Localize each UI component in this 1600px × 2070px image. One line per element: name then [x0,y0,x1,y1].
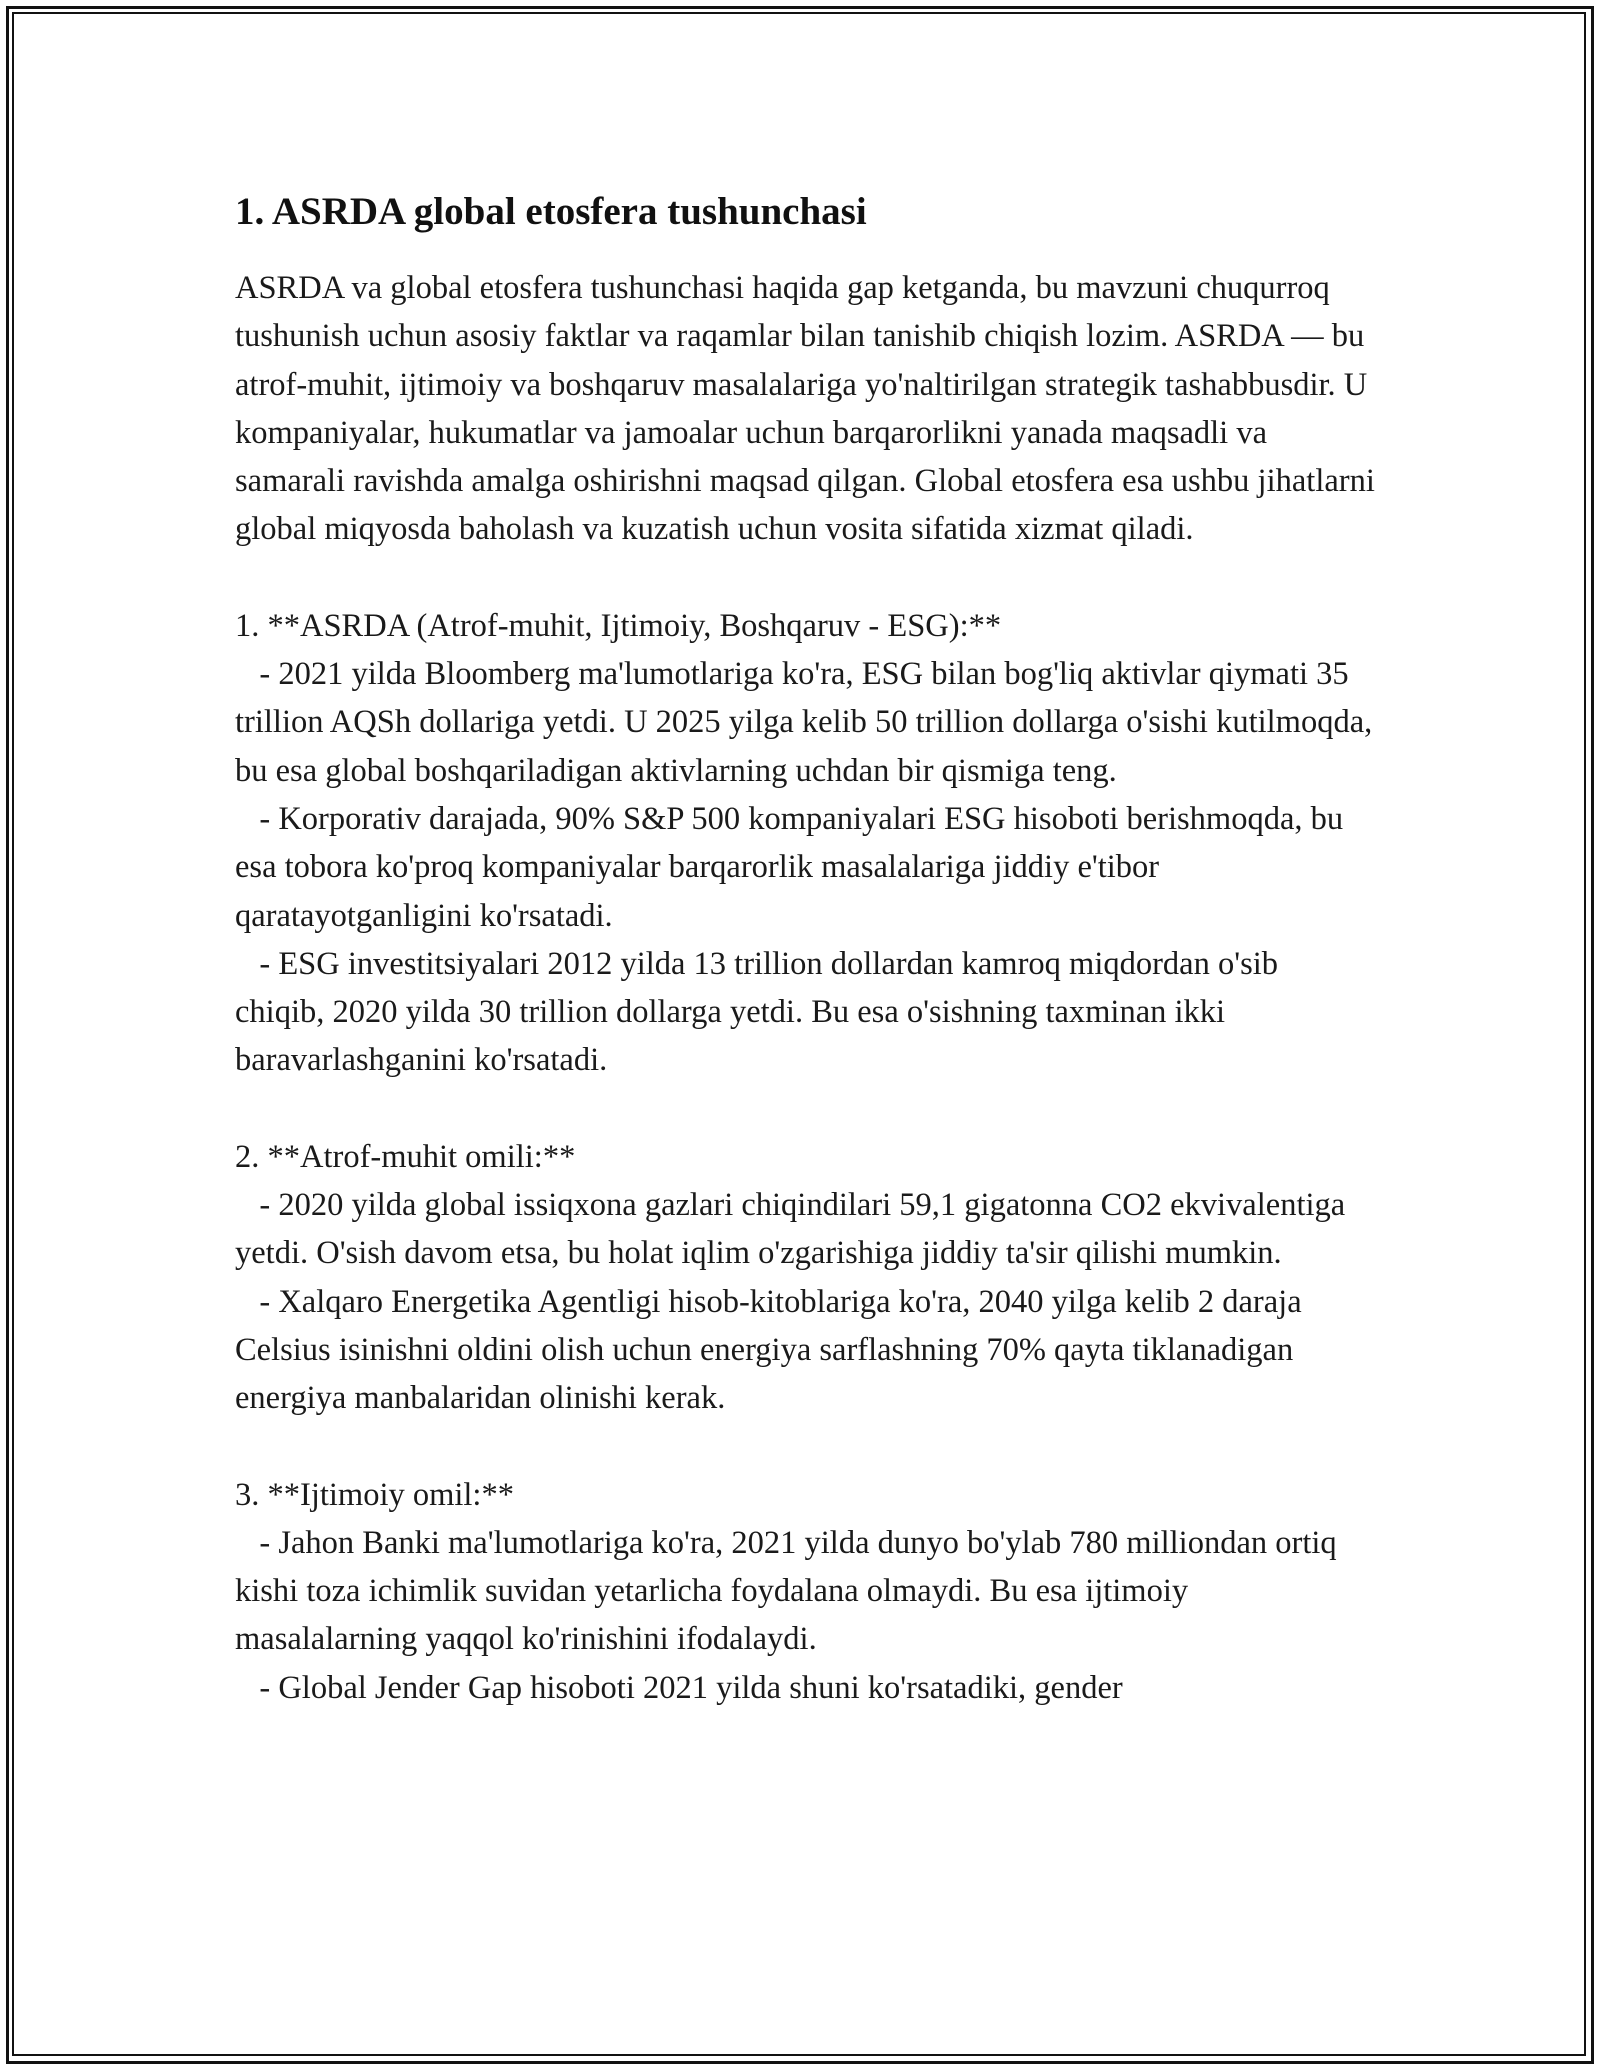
spacer [235,554,1375,602]
list-item: - Jahon Banki ma'lumotlariga ko'ra, 2021 yilda dunyo bo'ylab 780 milliondan ortiq kishi toza ichimlik suvidan yetarlicha foydalana olmaydi. Bu esa ijtimoiy masalalarning yaqqol ko'rinishini ifodalaydi. [235,1524,1345,1658]
section-title: 1. **ASRDA (Atrof-muhit, Ijtimoiy, Boshqaruv - ESG):** [235,607,1002,644]
section-heading: 1. ASRDA global etosfera tushunchasi [235,190,867,233]
spacer [235,1085,1375,1133]
section-social [235,1471,1375,1712]
spacer [235,1423,1375,1471]
list-item: - Global Jender Gap hisoboti 2021 yilda shuni ko'rsatadiki, gender [235,1669,1123,1706]
section-title: 3. **Ijtimoiy omil:** [235,1476,514,1513]
list-item: - 2021 yilda Bloomberg ma'lumotlariga ko'ra, ESG bilan bog'liq aktivlar qiymati 35 trillion AQSh dollariga yetdi. U 2025 yilga kelib 50 trillion dollarga o'sishi kutilmoqda, bu esa global boshqariladigan aktivlarning uchdan bir qismiga teng. [235,656,1381,789]
list-item: - ESG investitsiyalari 2012 yilda 13 trillion dollardan kamroq miqdordan o'sib chiqib, 2020 yilda 30 trillion dollarga yetdi. Bu esa o'sishning taxminan ikki baravarlashganini ko'rsatadi. [235,945,1287,1079]
document-body [235,188,1384,1712]
section-title: 2. **Atrof-muhit omili:** [235,1138,576,1175]
section-environment [235,1133,1375,1423]
list-item: - Korporativ darajada, 90% S&P 500 kompaniyalari ESG hisoboti berishmoqda, bu esa tobora ko'proq kompaniyalar barqarorlik masalalariga jiddiy e'tibor qaratayotganligini ko'rsatadi. [235,800,1352,934]
section-esg [235,602,1381,1085]
intro-paragraph: ASRDA va global etosfera tushunchasi haqida gap ketganda, bu mavzuni chuqurroq tushunish uchun asosiy faktlar va raqamlar bilan tanishib chiqish lozim. ASRDA — bu atrof-muhit, ijtimoiy va boshqaruv masalalariga yo'naltirilgan strategik tashabbusdir. U kompaniyalar, hukumatlar va jamoalar uchun barqarorlikni yanada maqsadli va samarali ravishda amalga oshirishni maqsad qilgan. Global etosfera esa ushbu jihatlarni global miqyosda baholash va kuzatish uchun vosita sifatida xizmat qiladi. [235,270,1384,548]
list-item: - Xalqaro Energetika Agentligi hisob-kitoblariga ko'ra, 2040 yilga kelib 2 daraja Celsius isinishni oldini olish uchun energiya sarflashning 70% qayta tiklanadigan energiya manbalaridan olinishi kerak. [235,1283,1310,1417]
list-item: - 2020 yilda global issiqxona gazlari chiqindilari 59,1 gigatonna CO2 ekvivalentiga yetdi. O'sish davom etsa, bu holat iqlim o'zgarishiga jiddiy ta'sir qilishi mumkin. [235,1187,1354,1272]
